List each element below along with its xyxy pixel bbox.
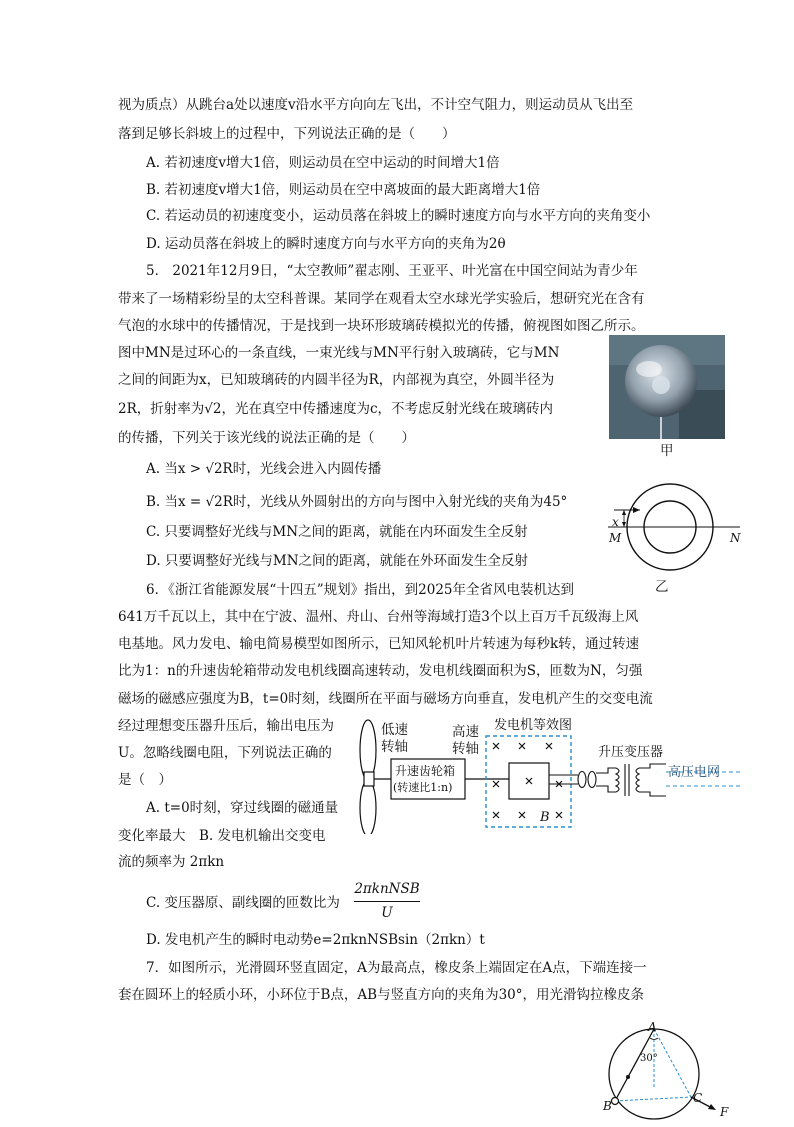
q5-text-line-1: 5． 2021年12月9日，“太空教师”翟志刚、王亚平、叶光富在中国空间站为青少年 (146, 263, 638, 279)
label-transformer: 升压变压器 (598, 745, 664, 760)
q4-option-d: D. 运动员落在斜坡上的瞬时速度方向与水平方向的夹角为2θ (146, 236, 506, 252)
q5-option-d: D. 只要调整好光线与MN之间的距离，就能在外环面发生全反射 (146, 553, 529, 569)
fraction-denominator: U (381, 905, 393, 921)
fig-yi-caption: 乙 (655, 579, 669, 595)
q6-option-a-line-3: 流的频率为 2πkn (118, 854, 225, 870)
q5-option-a: A. 当x > √2R时，光线会进入内圆传播 (146, 461, 382, 477)
label-gearbox-2: (转速比1:n) (393, 781, 453, 794)
water-ball-photo (609, 335, 725, 439)
q6-text-line-6: 经过理想变压器升压后，输出电压为 (118, 718, 334, 734)
ring-label-m: M (609, 531, 622, 545)
q5-text-line-6: 2R，折射率为√2，光在真空中传播速度为c，不考虑反射光线在玻璃砖内 (118, 401, 554, 417)
q5-text-line-5: 之间的间距为x，已知玻璃砖的内圆半径为R，内部视为真空，外圆半径为 (118, 372, 555, 388)
q5-option-b: B. 当x = √2R时，光线从外圆射出的方向与图中入射光线的夹角为45° (146, 494, 568, 510)
ring-label-n: N (730, 531, 741, 545)
q6-text-line-1: 6．《浙江省能源发展“十四五”规划》指出，到2025年全省风电装机达到 (146, 582, 574, 598)
q6-text-line-5: 磁场的磁感应强度为B，t=0时刻，线圈所在平面与磁场方向垂直，发电机产生的交变电流 (118, 691, 653, 707)
q6-option-a-line-1: A. t=0时刻，穿过线圈的磁通量 (146, 800, 339, 816)
label-point-b: B (603, 1099, 612, 1113)
ring-label-x: x (612, 515, 619, 529)
label-low-speed-1: 低速 (381, 722, 408, 738)
q7-text-line-2: 套在圆环上的轻质小环，小环位于B点，AB与竖直方向的夹角为30°，用光滑钩拉橡皮条 (118, 987, 645, 1003)
q7-text-line-1: 7．如图所示，光滑圆环竖直固定，A为最高点，橡皮条上端固定在A点，下端连接一 (146, 960, 647, 976)
q6-text-line-4: 比为1：n的升速齿轮箱带动发电机线圈高速转动，发电机线圈面积为S，匝数为N，匀强 (118, 663, 643, 679)
label-low-speed-2: 转轴 (381, 739, 408, 755)
q4-option-a: A. 若初速度v增大1倍，则运动员在空中运动的时间增大1倍 (146, 155, 500, 171)
label-point-c: C (693, 1091, 703, 1105)
label-gearbox-1: 升速齿轮箱 (395, 764, 456, 778)
fraction-numerator: 2πknNSB (354, 881, 420, 897)
q6-option-c: C. 变压器原、副线圈的匝数比为 (146, 895, 340, 911)
label-high-speed-2: 转轴 (452, 741, 479, 757)
q6-option-d: D. 发电机产生的瞬时电动势e=2πknNSBsin（2πkn）t (146, 932, 485, 948)
q4-option-c: C. 若运动员的初速度变小，运动员落在斜坡上的瞬时速度方向与水平方向的夹角变小 (146, 208, 651, 224)
q4-text-line-2: 落到足够长斜坡上的过程中，下列说法正确的是（ ） (118, 126, 456, 142)
ring-diagram (600, 480, 750, 580)
label-force-f: F (720, 1105, 729, 1119)
q6-text-line-7: U。忽略线圈电阻，下列说法正确的 (118, 745, 332, 761)
label-generator: 发电机等效图 (494, 718, 573, 733)
q4-text-line-1: 视为质点）从跳台a处以速度v沿水平方向向左飞出，不计空气阻力，则运动员从飞出至 (118, 97, 634, 113)
fraction-bar (354, 901, 420, 902)
q6-text-line-8: 是（ ） (118, 772, 172, 788)
label-angle-30: 30° (640, 1053, 658, 1064)
q6-text-line-3: 电基地。风力发电、输电简易模型如图所示，已知风轮机叶片转速为每秒k转，通过转速 (118, 636, 640, 652)
q6-option-c-fraction (352, 880, 422, 924)
q4-option-b: B. 若初速度v增大1倍，则运动员在空中离坡面的最大距离增大1倍 (146, 182, 541, 198)
fig-jia-caption: 甲 (660, 443, 674, 459)
label-high-speed-1: 高速 (452, 724, 479, 740)
q6-option-a-line-2: 变化率最大 B. 发电机输出交变电 (118, 828, 326, 844)
label-b-field: B (540, 810, 550, 825)
label-point-a: A (648, 1020, 657, 1034)
q5-text-line-4: 图中MN是过环心的一条直线，一束光线与MN平行射入玻璃砖，它与MN (118, 345, 560, 361)
q5-text-line-7: 的传播，下列关于该光线的说法正确的是（ ） (118, 430, 415, 446)
q5-text-line-2: 带来了一场精彩纷呈的太空科普课。某同学在观看太空水球光学实验后，想研究光在含有 (118, 291, 645, 307)
q5-text-line-3: 气泡的水球中的传播情况，于是找到一块环形玻璃砖模拟光的传播，俯视图如图乙所示。 (118, 318, 645, 334)
q6-text-line-2: 641万千瓦以上，其中在宁波、温州、舟山、台州等海域打造3个以上百万千瓦级海上风 (118, 609, 639, 625)
label-grid: 高压电网 (668, 765, 721, 780)
q5-option-c: C. 只要调整好光线与MN之间的距离，就能在内环面发生全反射 (146, 524, 528, 540)
